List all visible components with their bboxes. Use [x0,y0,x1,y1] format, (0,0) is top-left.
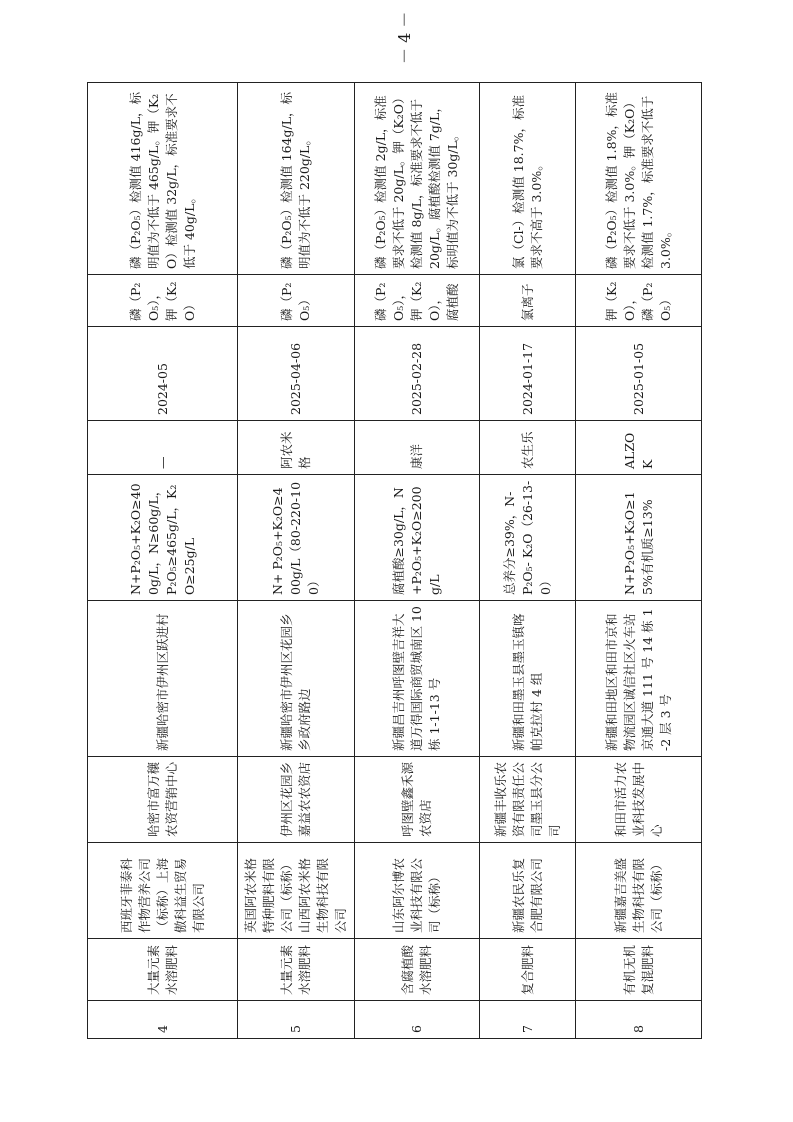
table-row [88,83,238,1039]
table-row [576,83,702,1039]
cell-result: 磷（P₂O₅）检测值 1.8%，标准要求不低于 3.0%。钾（K₂O）检测值 1.7%，标准要求不低于 3.0%。 [576,83,702,275]
cell-type: 大量元素水溶肥料 [238,939,355,1001]
table-row [238,83,355,1039]
cell-result: 磷（P₂O₅）检测值 416g/L，标明值为不低于 465g/L。钾（K₂O）检测值 32g/L，标准要求不低于 40g/L。 [88,83,238,275]
cell-brand: 农生乐 [480,421,576,475]
cell-brand: ALZOK [576,421,702,475]
table-row [480,83,576,1039]
cell-result: 氯（Cl-）检测值 18.7%，标准要求不高于 3.0%。 [480,83,576,275]
cell-index: 6 [355,1001,480,1039]
cell-brand: 康洋 [355,421,480,475]
table-row [355,83,480,1039]
cell-date: 2025-04-06 [238,327,355,421]
cell-date: 2025-01-05 [576,327,702,421]
cell-result: 磷（P₂O₅）检测值 2g/L，标准要求不低于 20g/L。钾（K₂O）检测值 8g/L，标准要求不低于 20g/L。腐植酸检测值 7g/L，标明值为不低于 30g/L。 [355,83,480,275]
cell-date: 2025-02-28 [355,327,480,421]
cell-address: 新疆和田地区和田市京和物流园区诚信社区火车站京通大道 111 号 14 栋 1-2 层 3 号 [576,601,702,757]
product-table [87,82,702,1039]
cell-spec: N+P₂O₅+K₂O≥15%有机质≥13% [576,475,702,601]
cell-index: 7 [480,1001,576,1039]
cell-type: 复合肥料 [480,939,576,1001]
cell-brand: — [88,421,238,475]
cell-maker: 西班牙菲泰科作物营养公司（标称）上海傲科益生贸易有限公司 [88,843,238,939]
cell-maker: 山东阿尔博农业科技有限公司（标称） [355,843,480,939]
cell-address: 新疆哈密市伊州区花园乡乡政府路边 [238,601,355,757]
cell-seller: 新疆丰收乐农资有限责任公司墨玉县分公司 [480,757,576,843]
cell-type: 含腐植酸水溶肥料 [355,939,480,1001]
cell-brand: 阿农米格 [238,421,355,475]
cell-spec: N+ P₂O₅+K₂O≥400g/L（80-220-100） [238,475,355,601]
cell-index: 5 [238,1001,355,1039]
cell-type: 大量元素水溶肥料 [88,939,238,1001]
cell-item: 钾（K₂O），磷（P₂O₅） [576,275,702,327]
cell-spec: N+P₂O₅+K₂O≥400g/L，N≥60g/L，P₂O₅≥465g/L，K₂O≥25g/L [88,475,238,601]
cell-address: 新疆和田墨玉县墨玉镇喀帕克拉村 4 组 [480,601,576,757]
cell-seller: 伊州区花园乡嘉益农农资店 [238,757,355,843]
cell-item: 磷（P₂O₅），钾（K₂O），腐植酸 [355,275,480,327]
cell-seller: 呼图壁鑫禾源农资店 [355,757,480,843]
cell-maker: 新疆嘉吉美盛生物科技有限公司（标称） [576,843,702,939]
cell-item: 磷（P₂O₅），钾（K₂O） [88,275,238,327]
cell-item: 磷（P₂O₅） [238,275,355,327]
cell-maker: 英国阿农米格特种肥料有限公司（标称）山西阿农米格生物科技有限公司 [238,843,355,939]
page-number: － 4 － [395,11,414,64]
cell-seller: 和田市活力农业科技发展中心 [576,757,702,843]
cell-item: 氯离子 [480,275,576,327]
cell-type: 有机无机复混肥料 [576,939,702,1001]
cell-index: 4 [88,1001,238,1039]
cell-spec: 总养分≥39%，N- P₂O₅- K₂O（26-13-0） [480,475,576,601]
cell-seller: 哈密市富万穰农资营销中心 [88,757,238,843]
cell-address: 新疆哈密市伊州区跃进村 [88,601,238,757]
cell-address: 新疆昌吉州呼图壁吉祥大道万得国际商贸城南区 10 栋 1-1-13 号 [355,601,480,757]
cell-date: 2024-05 [88,327,238,421]
cell-date: 2024-01-17 [480,327,576,421]
cell-result: 磷（P₂O₅）检测值 164g/L，标明值为不低于 220g/L。 [238,83,355,275]
cell-spec: 腐植酸≥30g/L，N+P₂O₅+K₂O≥200g/L [355,475,480,601]
cell-index: 8 [576,1001,702,1039]
cell-maker: 新疆农民乐复合肥有限公司 [480,843,576,939]
